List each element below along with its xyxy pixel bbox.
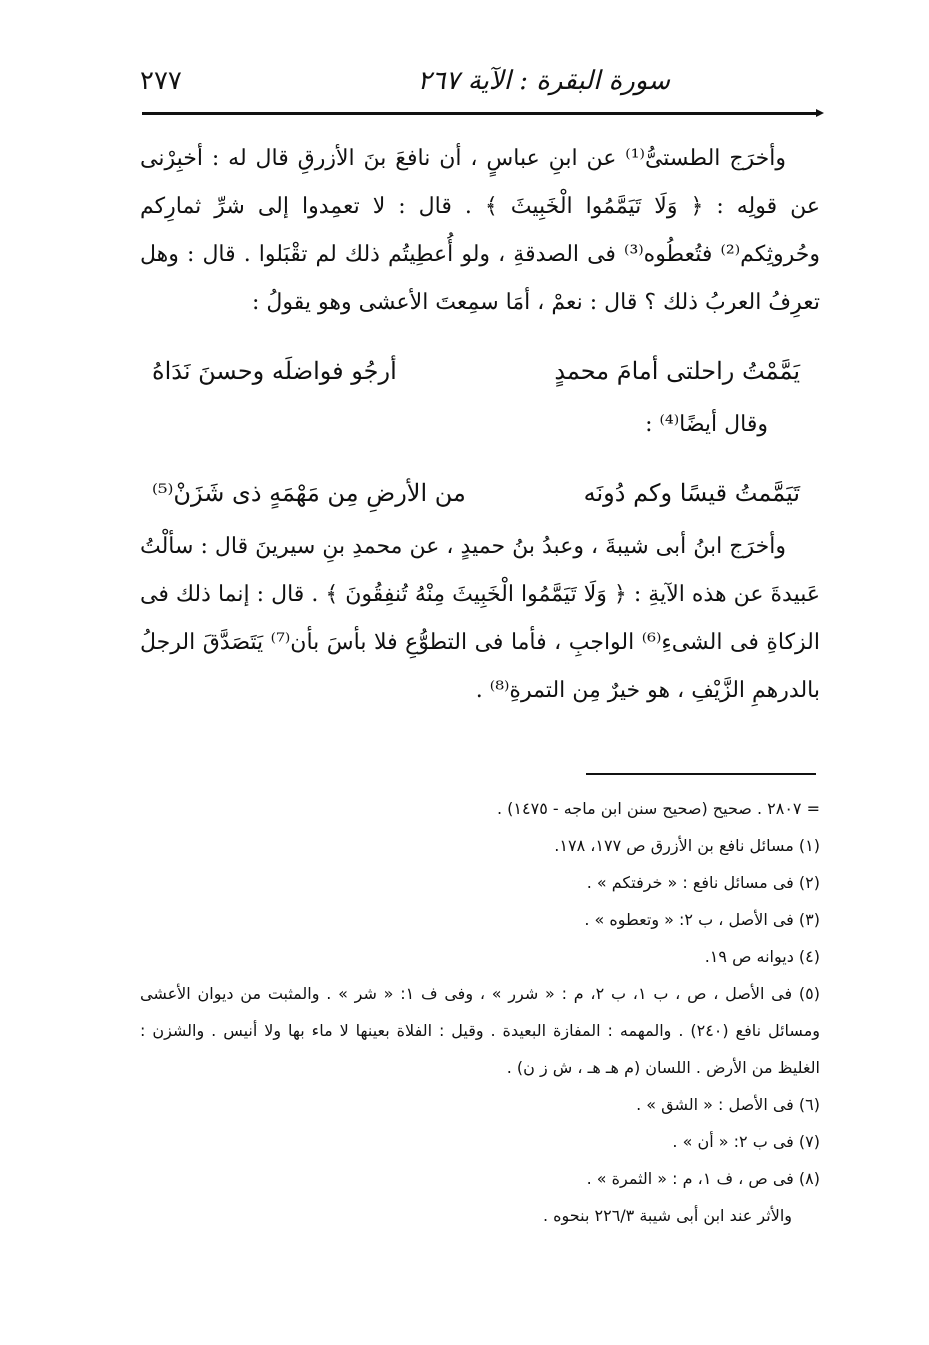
verse-1-second-hemistich: أرجُو فواضلَه وحسنَ نَدَاهُ bbox=[152, 357, 397, 385]
running-title: سورة البقرة : الآية ٢٦٧ bbox=[417, 66, 670, 96]
footnotes bbox=[140, 790, 820, 1234]
footnote-continuation: = ٢٨٠٧ . صحيح (صحيح سنن ابن ماجه - ١٤٧٥) . bbox=[496, 799, 820, 818]
paragraph-2: وأخرَج ابنُ أبى شيبةَ ، وعبدُ بنُ حميدٍ ، عن محمدِ بنِ سيرينَ قال : سألْتُ عَبيدةَ عن هذه الآيةِ : ﴿ وَلَا تَيَمَّمُوا الْخَبِيثَ مِنْهُ تُنفِقُونَ ﴾ . قال : إنما ذلك فى الزكاةِ فى الشىءِ⁽⁶⁾ الواجبِ ، فأما فى التطوُّعِ فلا بأسَ بأن⁽⁷⁾ يَتَصَدَّقَ الرجلُ بالدرهمِ الزَّيْفِ ، هو خيرٌ مِن التمرةِ⁽⁸⁾ . bbox=[140, 534, 820, 703]
main-text bbox=[140, 135, 820, 715]
footnote-source-note: والأثر عند ابن أبى شيبة ٢٢٦/٣ بنحوه . bbox=[542, 1206, 792, 1225]
footnote-3: (٣) فى الأصل ، ب ٢: « وتعطوه » . bbox=[584, 910, 820, 929]
footnote-4: (٤) ديوانه ص ١٩. bbox=[704, 947, 820, 966]
paragraph-1: وأخرَج الطستىُّ⁽¹⁾ عن ابنِ عباسٍ ، أن نافعَ بنَ الأزرقِ قال له : أخبِرْنى عن قولِه : ﴿ وَلَا تَيَمَّمُوا الْخَبِيثَ ﴾ . قال : لا تعمِدوا إلى شرِّ ثمارِكم وحُروثِكم⁽²⁾ فتُعطُوه⁽³⁾ فى الصدقةِ ، ولو أُعطِيتُم ذلك لم تقْبَلوا . قال : وهل تعرِفُ العربُ ذلك ؟ قال : نعمْ ، أمَا سمِعتَ الأعشى وهو يقولُ : bbox=[140, 146, 820, 315]
verse-2-first-hemistich: تَيَمَّمتُ قيسًا وكم دُونَه bbox=[583, 479, 800, 507]
verse-2-second-hemistich: من الأرضِ مِن مَهْمَهٍ ذى شَزَنْ⁽⁵⁾ bbox=[152, 479, 466, 507]
poetry-verse-2 bbox=[140, 461, 820, 523]
footnote-5: (٥) فى الأصل ، ص ، ب ١، ب ٢، م : « شرر » ، وفى ف ١: « شر » . والمثبت من ديوان الأعشى ومسائل نافع (٢٤٠) . والمهمه : المفازة البعيدة . وقيل : الفلاة بعينها لا ماء بها ولا أنيس . والشزن : الغليظ من الأرض . اللسان (م هـ هـ ، ش ز ن) . bbox=[140, 984, 821, 1077]
footnote-2: (٢) فى مسائل نافع : « خرفتكم » . bbox=[586, 873, 820, 892]
page-header bbox=[140, 62, 820, 106]
footnote-6: (٦) فى الأصل : « الشق » . bbox=[636, 1095, 820, 1114]
footnote-1: (١) مسائل نافع بن الأزرق ص ١٧٧، ١٧٨. bbox=[554, 836, 820, 855]
page-number: ٢٧٧ bbox=[140, 66, 182, 96]
footnote-7: (٧) فى ب ٢: « أن » . bbox=[672, 1132, 820, 1151]
verse-intro: وقال أيضًا⁽⁴⁾ : bbox=[645, 412, 768, 437]
poetry-verse-1 bbox=[140, 339, 820, 401]
header-divider bbox=[142, 112, 818, 115]
footnote-8: (٨) فى ص ، ف ١، م : « الثمرة » . bbox=[586, 1169, 820, 1188]
verse-1-first-hemistich: يَمَّمْتُ راحلتى أمامَ محمدٍ bbox=[554, 357, 800, 385]
footnote-divider bbox=[586, 773, 816, 775]
